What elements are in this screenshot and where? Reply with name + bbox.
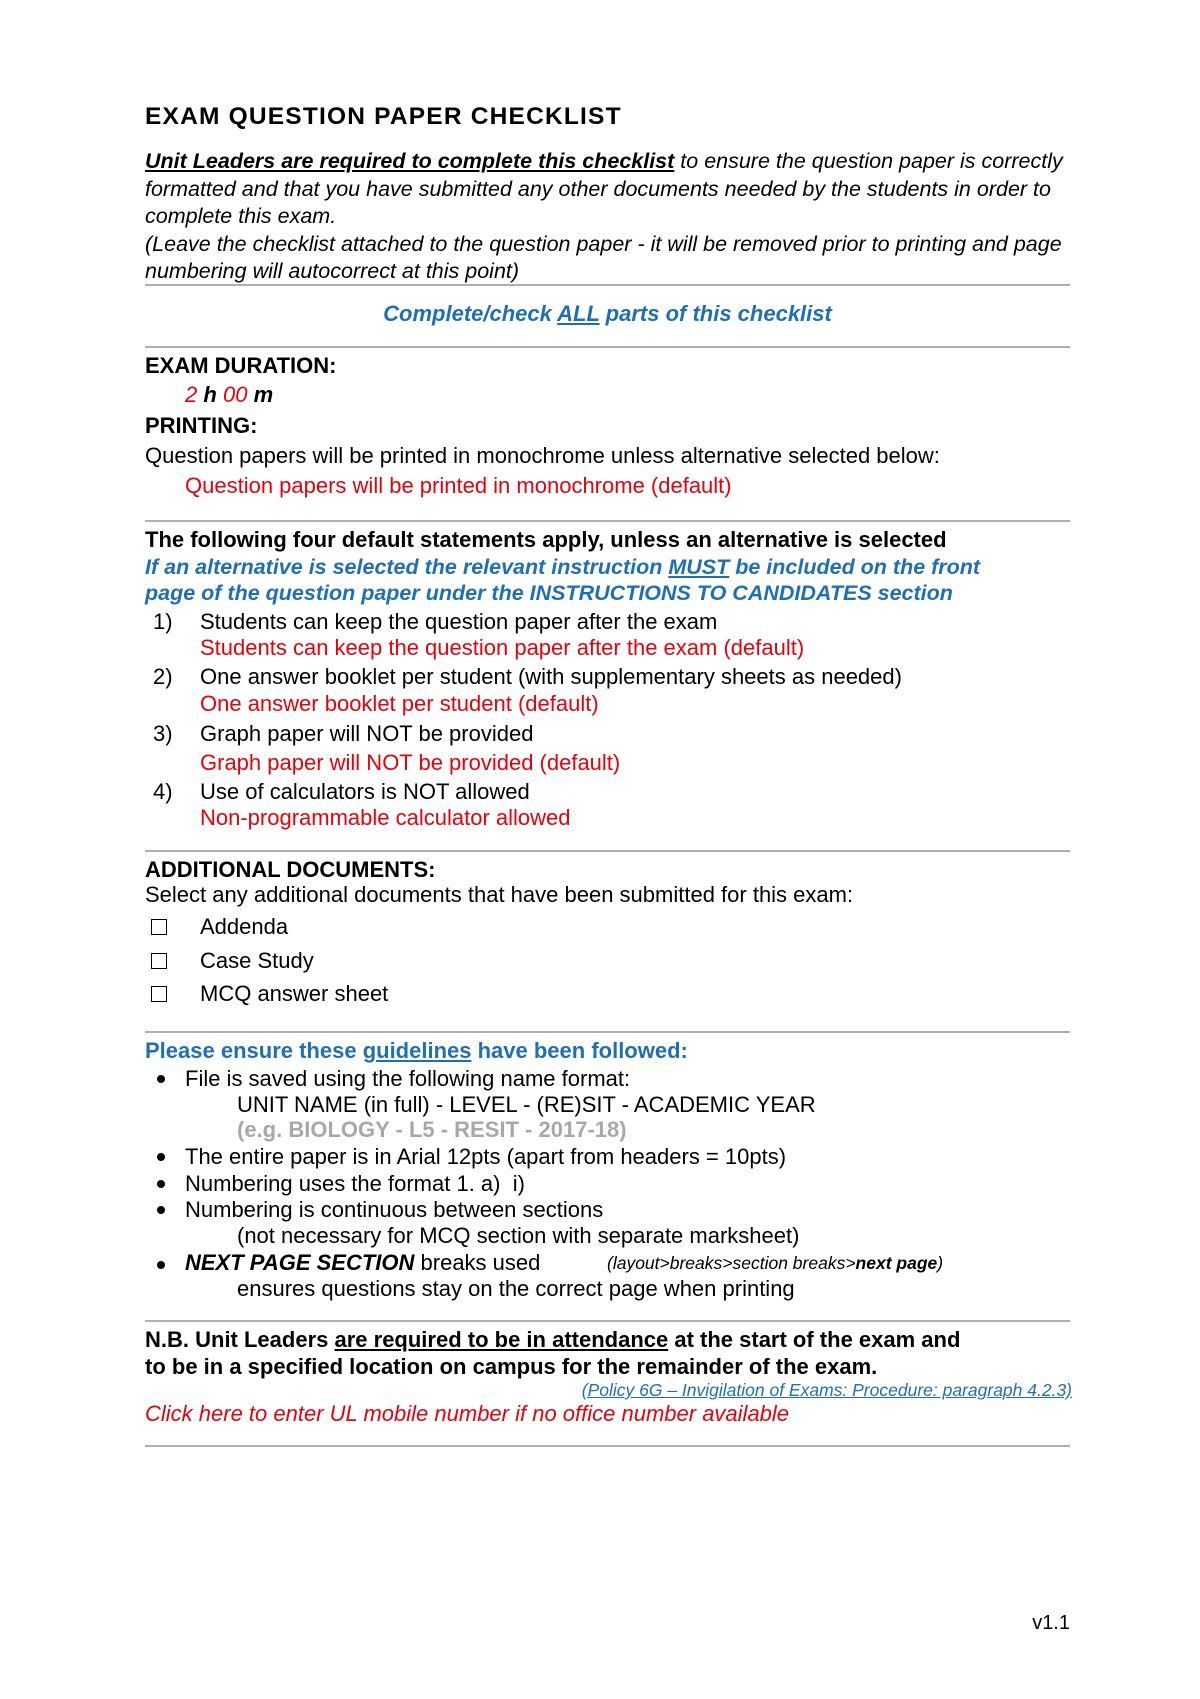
item-number: 1) — [153, 609, 173, 634]
duration-hours-label: h — [203, 382, 217, 407]
printing-text: Question papers will be printed in monochrome unless alternative selected below: — [145, 443, 940, 468]
intro-note: (Leave the checklist attached to the question paper - it will be removed prior to printing and page numbering will autocorrect at this point) — [145, 231, 1062, 283]
divider — [145, 850, 1070, 852]
duration-minutes-label: m — [253, 382, 274, 407]
printing-selection[interactable]: Question papers will be printed in monochrome (default) — [185, 473, 732, 498]
version-label: v1.1 — [1032, 1612, 1070, 1634]
item-selection[interactable]: Graph paper will NOT be provided (default) — [200, 750, 621, 775]
bullet-icon — [157, 1075, 165, 1083]
duration-field[interactable] — [185, 382, 273, 408]
bullet-icon — [157, 1206, 165, 1214]
guideline-text-end: breaks used — [414, 1250, 541, 1275]
nb-line2: to be in a specified location on campus for the remainder of the exam. — [145, 1354, 878, 1379]
item-selection[interactable]: One answer booklet per student (default) — [200, 691, 599, 716]
nb-emphasis: are required to be in attendance — [334, 1327, 669, 1352]
bullet-icon — [157, 1153, 165, 1161]
divider — [145, 346, 1070, 348]
page-title: EXAM QUESTION PAPER CHECKLIST — [145, 103, 622, 130]
defaults-note-text: If an alternative is selected the relevant instruction — [145, 555, 669, 579]
item-text: One answer booklet per student (with supplementary sheets as needed) — [200, 664, 902, 689]
divider — [145, 1320, 1070, 1322]
divider — [145, 1031, 1070, 1033]
complete-check-banner — [145, 301, 1070, 327]
path-text-end: ) — [937, 1253, 944, 1273]
option-label: Addenda — [200, 914, 289, 939]
bullet-icon — [157, 1261, 165, 1269]
item-number: 4) — [153, 779, 173, 804]
guideline-subtext: (not necessary for MCQ section with separate marksheet) — [237, 1223, 800, 1248]
policy-link[interactable]: (Policy 6G – Invigilation of Exams: Procedure: paragraph 4.2.3) — [581, 1380, 1072, 1400]
guideline-subtext: ensures questions stay on the correct page when printing — [237, 1276, 795, 1301]
guideline-text: Numbering is continuous between sections — [185, 1197, 604, 1222]
additional-heading: ADDITIONAL DOCUMENTS: — [145, 857, 436, 882]
guideline-emphasis: NEXT PAGE SECTION — [185, 1250, 415, 1275]
banner-emphasis: ALL — [557, 301, 600, 326]
checkbox-icon[interactable] — [151, 953, 167, 969]
path-text: (layout>breaks>section breaks> — [607, 1253, 856, 1273]
checkbox-icon[interactable] — [151, 986, 167, 1002]
option-label: Case Study — [200, 948, 314, 973]
defaults-heading: The following four default statements apply, unless an alternative is selected — [145, 527, 947, 552]
item-text: Graph paper will NOT be provided — [200, 721, 534, 746]
printing-heading: PRINTING: — [145, 413, 258, 438]
item-text: Use of calculators is NOT allowed — [200, 779, 530, 804]
banner-text-end: parts of this checklist — [599, 301, 832, 326]
guideline-text: File is saved using the following name format: — [185, 1066, 631, 1091]
guideline-path — [607, 1253, 943, 1274]
guideline-text: Numbering uses the format 1. a) i) — [185, 1171, 525, 1196]
banner-text: Complete/check — [383, 301, 558, 326]
bullet-icon — [157, 1180, 165, 1188]
divider — [145, 1445, 1070, 1447]
guideline-text: The entire paper is in Arial 12pts (apart from headers = 10pts) — [185, 1144, 787, 1169]
item-number: 2) — [153, 664, 173, 689]
duration-heading: EXAM DURATION: — [145, 353, 337, 378]
item-number: 3) — [153, 721, 173, 746]
item-selection[interactable]: Students can keep the question paper after the exam (default) — [200, 635, 805, 660]
nb-line1 — [145, 1327, 960, 1353]
item-selection[interactable]: Non-programmable calculator allowed — [200, 805, 571, 830]
nb-text-end: at the start of the exam and — [668, 1327, 961, 1352]
name-format-example: (e.g. BIOLOGY - L5 - RESIT - 2017-18) — [237, 1117, 627, 1142]
checkbox-icon[interactable] — [151, 919, 167, 935]
additional-text: Select any additional documents that have been submitted for this exam: — [145, 882, 854, 907]
name-format: UNIT NAME (in full) - LEVEL - (RE)SIT - ACADEMIC YEAR — [237, 1092, 816, 1117]
defaults-note — [145, 555, 980, 580]
guidelines-link[interactable]: guidelines — [362, 1038, 472, 1063]
duration-hours[interactable]: 2 — [185, 382, 198, 407]
guidelines-heading-text: Please ensure these — [145, 1038, 363, 1063]
path-emphasis: next page — [855, 1253, 938, 1273]
intro-paragraph — [145, 148, 1070, 286]
nb-text: N.B. Unit Leaders — [145, 1327, 335, 1352]
divider — [145, 284, 1070, 286]
option-label: MCQ answer sheet — [200, 981, 389, 1006]
item-text: Students can keep the question paper after the exam — [200, 609, 718, 634]
intro-text: to ensure the question paper is correctly formatted and that you have submitted any other documents needed by the students in order to complete this exam. — [145, 149, 1063, 228]
duration-minutes[interactable]: 00 — [222, 382, 248, 407]
defaults-note-text-end: be included on the front — [729, 555, 981, 579]
intro-lead: Unit Leaders are required to complete this checklist — [145, 149, 675, 173]
defaults-note-emphasis: MUST — [668, 555, 730, 579]
defaults-note-line2: page of the question paper under the INSTRUCTIONS TO CANDIDATES section — [145, 581, 953, 605]
guidelines-heading-text-end: have been followed: — [471, 1038, 688, 1063]
guidelines-heading — [145, 1038, 688, 1064]
guideline-text — [185, 1250, 540, 1276]
mobile-number-field[interactable]: Click here to enter UL mobile number if no office number available — [145, 1401, 790, 1426]
divider — [145, 520, 1070, 522]
